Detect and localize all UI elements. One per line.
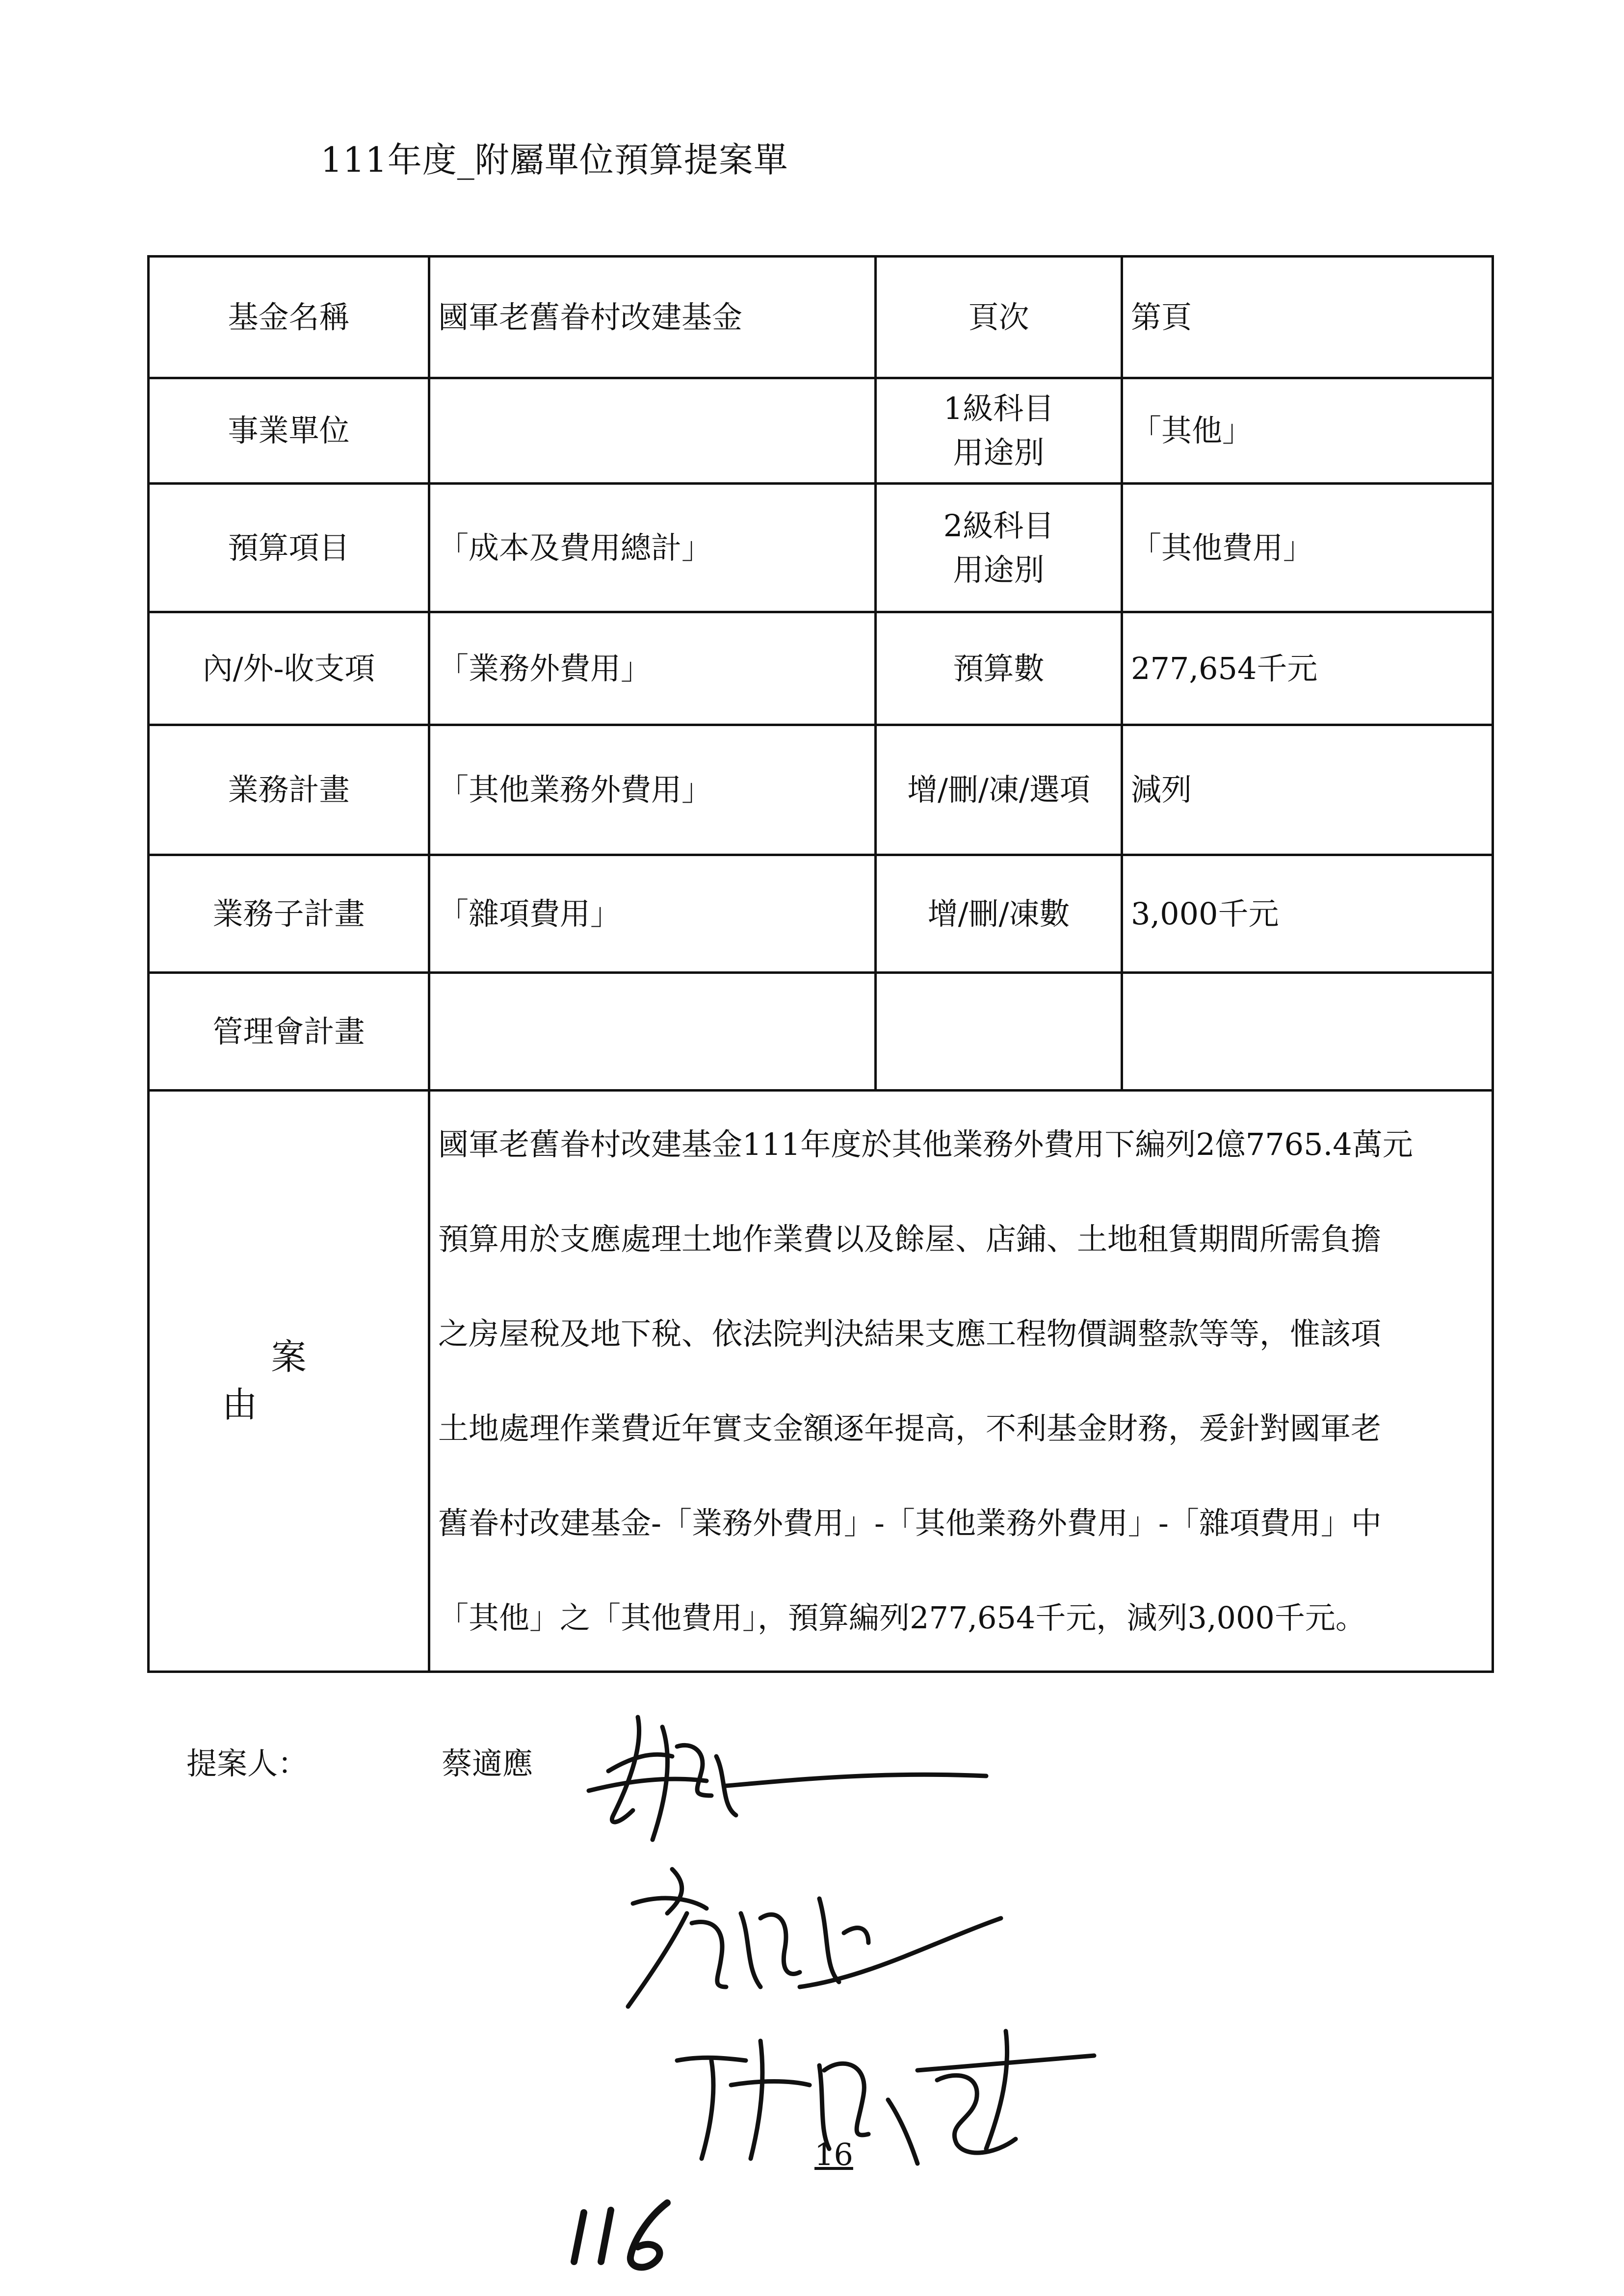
field-value	[429, 973, 876, 1091]
document-title: 111年度_附屬單位預算提案單	[320, 140, 788, 180]
field-value: 277,654千元	[1122, 612, 1493, 725]
signature-2	[613, 1859, 1016, 2016]
table-row	[149, 378, 1493, 484]
field-value	[429, 378, 876, 484]
table-row	[149, 484, 1493, 612]
reason-line: 「其他」之「其他費用」，預算編列277,654千元，減列3,000千元。	[438, 1599, 1366, 1636]
field-label	[876, 973, 1122, 1091]
field-label: 內/外-收支項	[149, 612, 429, 725]
field-label: 1級科目 用途別	[876, 378, 1122, 484]
field-value: 國軍老舊眷村改建基金	[429, 257, 876, 378]
field-label: 基金名稱	[149, 257, 429, 378]
proposer-label: 提案人：	[186, 1746, 309, 1781]
signature-3	[662, 2011, 1104, 2173]
field-value: 第頁	[1122, 257, 1493, 378]
field-label: 預算數	[876, 612, 1122, 725]
table-row	[149, 973, 1493, 1091]
field-label: 頁次	[876, 257, 1122, 378]
proposer-name: 蔡適應	[442, 1746, 533, 1781]
reason-row	[149, 1091, 1493, 1672]
signature-1	[579, 1697, 1001, 1859]
field-value: 「其他費用」	[1122, 484, 1493, 612]
field-label: 業務子計畫	[149, 855, 429, 973]
field-value: 減列	[1122, 725, 1493, 855]
field-value: 「成本及費用總計」	[429, 484, 876, 612]
page-number: 16	[814, 2137, 853, 2172]
field-value: 3,000千元	[1122, 855, 1493, 973]
field-label: 管理會計畫	[149, 973, 429, 1091]
table-row	[149, 257, 1493, 378]
field-label: 增/刪/凍數	[876, 855, 1122, 973]
reason-line: 預算用於支應處理土地作業費以及餘屋、店鋪、土地租賃期間所需負擔	[438, 1221, 1382, 1257]
field-value: 「業務外費用」	[429, 612, 876, 725]
field-label: 2級科目 用途別	[876, 484, 1122, 612]
reason-line: 之房屋稅及地下稅、依法院判決結果支應工程物價調整款等等，惟該項	[438, 1315, 1382, 1352]
reason-line: 國軍老舊眷村改建基金111年度於其他業務外費用下編列2億7765.4萬元	[438, 1126, 1413, 1162]
field-label: 增/刪/凍/選項	[876, 725, 1122, 855]
reason-line: 舊眷村改建基金-「業務外費用」-「其他業務外費用」-「雜項費用」中	[438, 1505, 1382, 1541]
table-row	[149, 855, 1493, 973]
reason-label: 案由	[149, 1091, 429, 1672]
reason-line: 土地處理作業費近年實支金額逐年提高，不利基金財務，爰針對國軍老	[438, 1410, 1382, 1446]
handwritten-number	[564, 2193, 692, 2276]
field-label: 業務計畫	[149, 725, 429, 855]
field-value: 「其他業務外費用」	[429, 725, 876, 855]
field-value: 「雜項費用」	[429, 855, 876, 973]
reason-text	[429, 1091, 1493, 1672]
field-value	[1122, 973, 1493, 1091]
field-value: 「其他」	[1122, 378, 1493, 484]
field-label: 預算項目	[149, 484, 429, 612]
field-label: 事業單位	[149, 378, 429, 484]
table-row	[149, 725, 1493, 855]
proposal-form-table	[147, 255, 1494, 1673]
table-row	[149, 612, 1493, 725]
